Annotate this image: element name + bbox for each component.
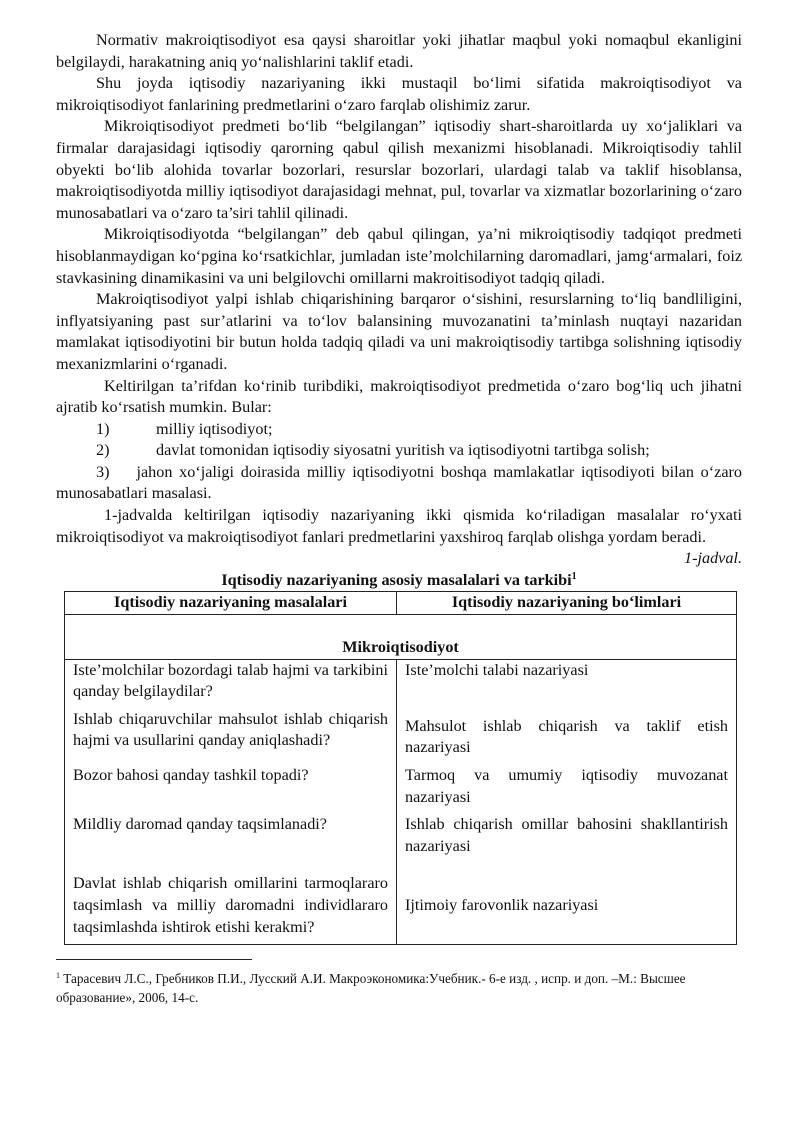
- list-item: [56, 440, 742, 462]
- paragraph-1: Normativ makroiqtisodiyot esa qaysi sharoitlar yoki jihatlar maqbul yoki nomaqbul ekanligini belgilaydi, harakatning aniq yo‘nalishlarini taklif etadi.: [56, 31, 742, 71]
- question-cell: Iste’molchilar bozordagi talab hajmi va tarkibini qanday belgilaydilar?: [65, 659, 397, 709]
- paragraph-5: Makroiqtisodiyot yalpi ishlab chiqarishining barqaror o‘sishini, resurslarning to‘liq bandliligini, inflyatsiyaning past sur’atlarini va to‘lov balansining muvozanatini ta’minlash nuqtayi nazaridan mamlakat iqtisodiyotini bir butun holda tadqiq qiladi va uni makroiqtisodiy tartibga solishning iqtisodiy mexanizmlarini o‘rganadi.: [56, 290, 742, 373]
- table-label: 1-jadval.: [684, 549, 742, 568]
- list-text: jahon xo‘jaligi doirasida milliy iqtisodiyotni boshqa mamlakatlar iqtisodiyoti bilan o‘zaro munosabatlari masalasi.: [56, 462, 742, 503]
- table-row: [65, 659, 737, 709]
- table-header-sections: Iqtisodiy nazariyaning bo‘limlari: [397, 592, 737, 615]
- question-cell: Bozor bahosi qanday tashkil topadi?: [65, 765, 397, 814]
- theory-cell: Ishlab chiqarish omillar bahosini shakllantirish nazariyasi: [397, 814, 737, 863]
- paragraph-4: Mikroiqtisodiyotda “belgilangan” deb qabul qilingan, ya’ni mikroiqtisodiy tadqiqot predmeti hisoblanmaydigan ko‘pgina ko‘rsatkichlar, jumladan iste’molchilarning daromadlari, jamg‘armalari, foiz stavkasining dinamikasini va uni belgilovchi omillarni makroitisodiyot tadqiq qiladi.: [56, 225, 742, 287]
- list-number: 3): [96, 462, 110, 481]
- footnote: [56, 970, 742, 1007]
- list-item: [56, 419, 742, 441]
- footnote-mark: 1: [56, 971, 60, 981]
- question-cell: Davlat ishlab chiqarish omillarini tarmoqlararo taqsimlash va milliy daromadni individlararo taqsimlashda ishtirok etishi kerakmi?: [65, 863, 397, 944]
- table-row: [65, 765, 737, 814]
- list-item: [56, 462, 742, 505]
- closing-paragraph: 1-jadvalda keltirilgan iqtisodiy nazariyaning ikki qismida ko‘riladigan masalalar ro‘yxati mikroiqtisodiyot va makroiqtisodiyot fanlari predmetlarini yaxshiroq farqlab olishga yordam beradi.: [56, 506, 742, 546]
- theory-cell: Mahsulot ishlab chiqarish va taklif etish nazariyasi: [397, 709, 737, 765]
- table-row: [65, 709, 737, 765]
- paragraph-6: Keltirilgan ta’rifdan ko‘rinib turibdiki, makroiqtisodiyot predmetida o‘zaro bog‘liq uch jihatni ajratib ko‘rsatish mumkin. Bular:: [56, 376, 742, 417]
- footnote-ref[interactable]: 1: [571, 570, 577, 582]
- table-row: [65, 863, 737, 944]
- list-text: davlat tomonidan iqtisodiy siyosatni yuritish va iqtisodiyotni tartibga solish;: [156, 441, 650, 460]
- footnote-divider: [56, 959, 252, 960]
- table-header-questions: Iqtisodiy nazariyaning masalalari: [65, 592, 397, 615]
- table-section-title: Mikroiqtisodiyot: [65, 615, 737, 660]
- theory-cell: Iste’molchi talabi nazariyasi: [397, 659, 737, 709]
- table-title-text: Iqtisodiy nazariyaning asosiy masalalari va tarkibi: [221, 570, 572, 589]
- theory-cell: Ijtimoiy farovonlik nazariyasi: [397, 863, 737, 944]
- theory-cell: Tarmoq va umumiy iqtisodiy muvozanat nazariyasi: [397, 765, 737, 814]
- main-table: [64, 591, 737, 945]
- list-number: 2): [96, 441, 110, 460]
- table-title: [56, 570, 742, 592]
- list-number: 1): [96, 419, 110, 438]
- paragraph-2: Shu joyda iqtisodiy nazariyaning ikki mustaqil bo‘limi sifatida makroiqtisodiyot va mikroiqtisodiyot fanlarining predmetlarini o‘zaro farqlab olishimiz zarur.: [56, 74, 742, 114]
- footnote-text: Тарасевич Л.С., Гребников П.И., Лусский А.И. Макроэкономика:Учебник.- 6-е изд. , испр. и доп. –М.: Высшее образование», 2006, 14-с.: [56, 971, 686, 1005]
- question-cell: Ishlab chiqaruvchilar mahsulot ishlab chiqarish hajmi va usullarini qanday aniqlashadi?: [65, 709, 397, 765]
- list-text: milliy iqtisodiyot;: [156, 419, 273, 438]
- document-page: [56, 30, 742, 1007]
- question-cell: Mildliy daromad qanday taqsimlanadi?: [65, 814, 397, 863]
- table-row: [65, 814, 737, 863]
- paragraph-3: Mikroiqtisodiyot predmeti bo‘lib “belgilangan” iqtisodiy shart-sharoitlarda uy xo‘jaliklari va firmalar darajasidagi iqtisodiy qarorning qabul qilish mexanizmi hisoblanadi. Mikroiqtisodiy tahlil obyekti bo‘lib alohida tovarlar bozorlari, resurslar bozorlari, ulardagi talab va taklif hisoblansa, makroiqtisodiyotda milliy iqtisodiyot darajasidagi mehnat, pul, tovarlar va xizmatlar bozorlarining o‘zaro munosabatlari va o‘zaro ta’siri tahlil qilinadi.: [56, 117, 742, 222]
